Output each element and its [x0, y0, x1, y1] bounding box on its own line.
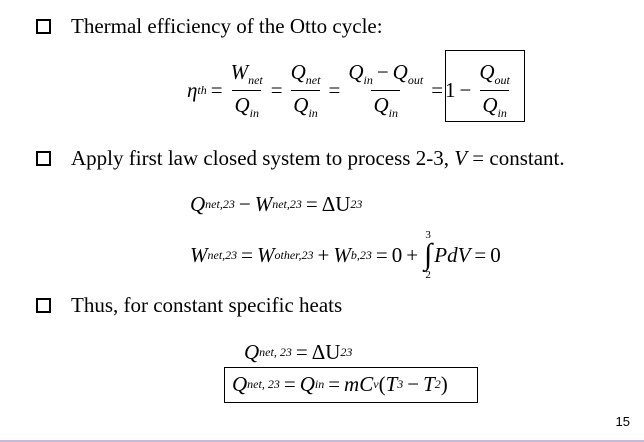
checkbox-bullet-icon	[36, 19, 51, 34]
efficiency-result-box	[445, 50, 525, 122]
integral-symbol: 3 ∫ 2	[424, 229, 433, 281]
fraction-qout-qin: $\frac{Q_{out}}{Q_{in}}$	[479, 60, 510, 120]
bullet-text: Apply first law closed system to process 2-3, V = constant.	[71, 146, 565, 170]
work-equation: W net,23 = W other,23 + W b,23 = 0 + 3 ∫ 2 PdV = 0	[190, 229, 501, 281]
fraction-qin-minus-qout: $\frac{Q_{in} - Q_{out}}{Q_{in}}$	[348, 60, 424, 120]
energy-balance-equation: Q net, 23 = ΔU 23	[244, 340, 353, 364]
heat-input-result-box	[224, 367, 478, 403]
page-number: 15	[615, 414, 630, 429]
bullet-text: Thus, for constant specific heats	[71, 293, 343, 317]
otto-efficiency-equation: η th = $\frac{W_{net}}{Q_{in}}$ = $\frac{Q_{net}}{Q_{in}}$ = $\frac{Q_{in} - Q_{out}}{Q_{in}}$ = 1 − $\frac{Q_{out}}{Q_{in}}$	[187, 60, 510, 120]
bullet-specific-heats	[36, 293, 342, 318]
heat-input-equation: Q net, 23 = Q in = mC v ( T 3 − T 2 )	[232, 372, 448, 396]
bullet-first-law	[36, 146, 565, 171]
checkbox-bullet-icon	[36, 298, 51, 313]
bullet-text: Thermal efficiency of the Otto cycle:	[71, 14, 383, 38]
fraction-qnet-qin: $\frac{Q_{net}}{Q_{in}}$	[290, 60, 321, 120]
first-law-equation: Q net,23 − W net,23 = ΔU 23	[190, 192, 363, 216]
bullet-otto-efficiency	[36, 14, 383, 39]
checkbox-bullet-icon	[36, 151, 51, 166]
fraction-wnet-qin: $\frac{W_{net}}{Q_{in}}$	[230, 60, 263, 120]
